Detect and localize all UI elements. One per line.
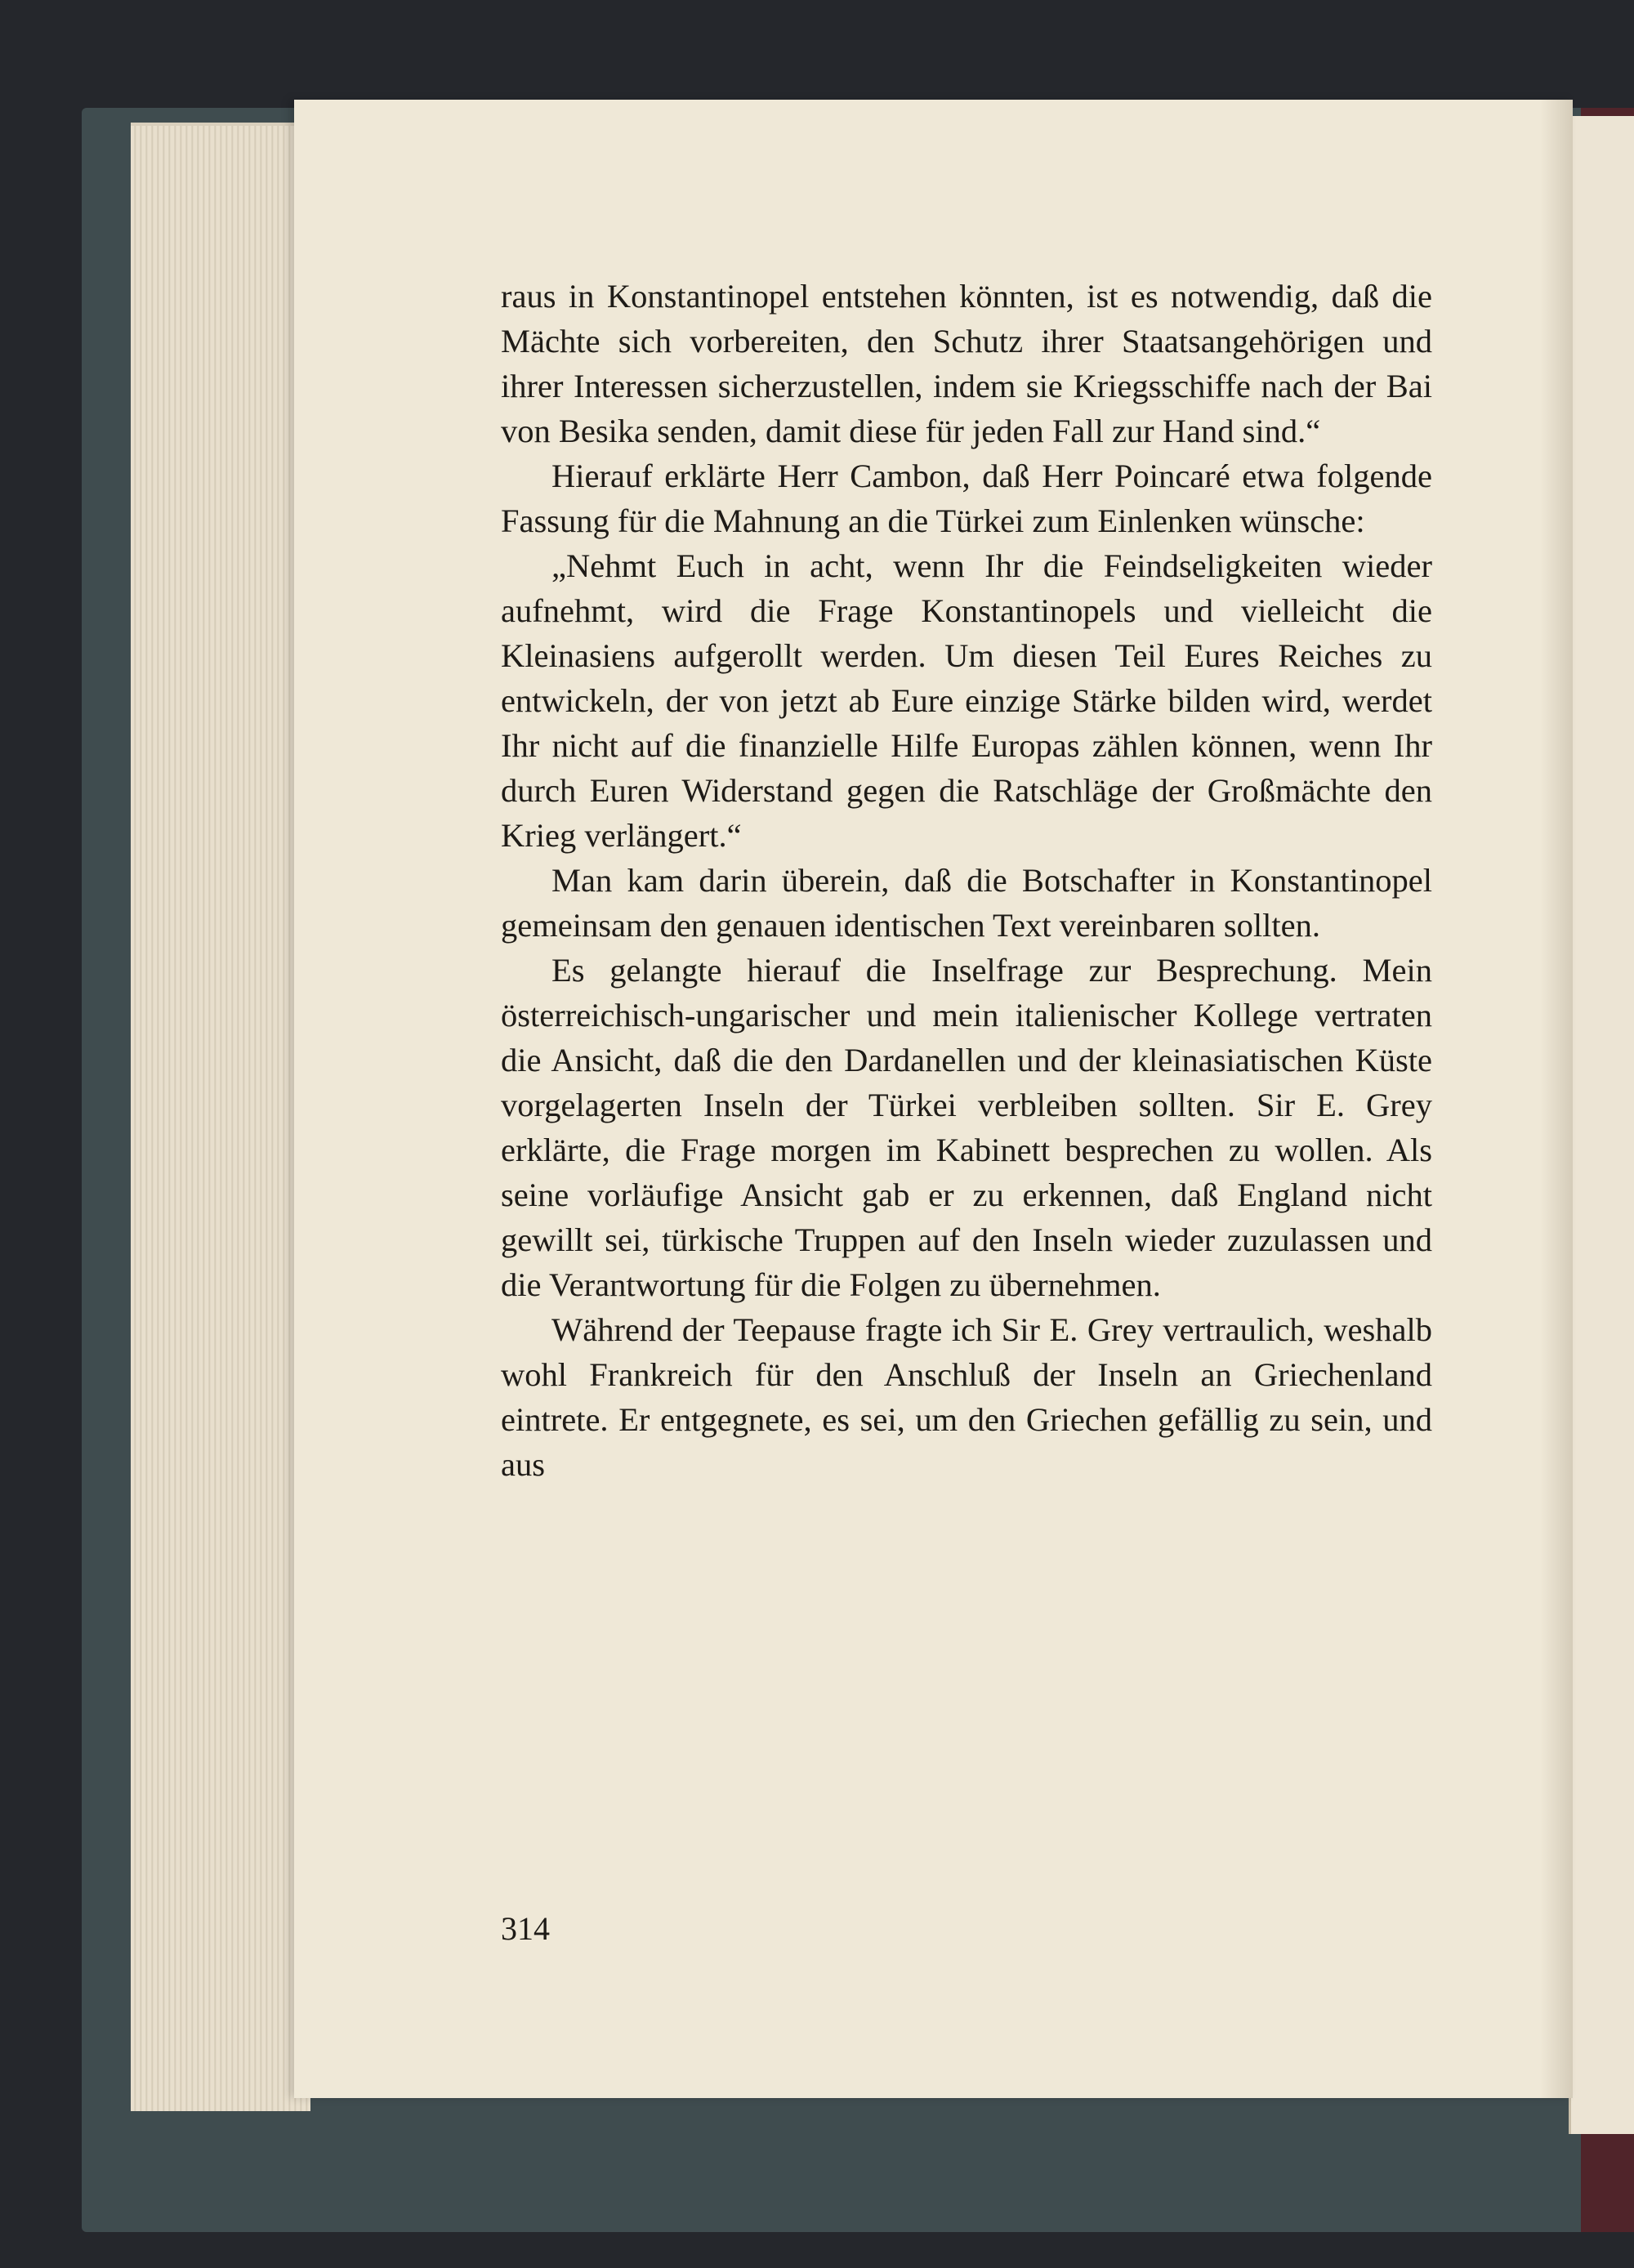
book-page (294, 100, 1573, 2098)
paragraph: Während der Teepause fragte ich Sir E. Grey vertraulich, weshalb wohl Frankreich für den Anschluß der Inseln an Griechenland eintrete. Er entgegnete, es sei, um den Griechen gefällig zu sein, und aus (501, 1311, 1432, 1483)
page-text (501, 274, 1432, 1487)
page-edges (131, 123, 310, 2111)
gutter-shadow (1540, 100, 1573, 2098)
paragraph-quote: „Nehmt Euch in acht, wenn Ihr die Feindseligkeiten wieder aufnehmt, wird die Frage Konstantinopels und vielleicht die Kleinasiens aufgerollt werden. Um diesen Teil Eures Reiches zu entwickeln, der von jetzt ab Eure einzige Stärke bilden wird, werdet Ihr nicht auf die finanzielle Hilfe Europas zählen können, wenn Ihr durch Euren Widerstand gegen die Ratschläge der Großmächte den Krieg verlängert.“ (501, 547, 1432, 854)
paragraph: Es gelangte hierauf die Inselfrage zur Besprechung. Mein österreichisch-ungarischer und mein italienischer Kollege vertraten die Ansicht, daß die den Dardanellen und der kleinasiatischen Küste vorgelagerten Inseln der Türkei verbleiben sollten. Sir E. Grey erklärte, die Frage morgen im Kabinett besprechen zu wollen. Als seine vorläufige Ansicht gab er zu erkennen, daß England nicht gewillt sei, türkische Truppen auf den Inseln wieder zuzulassen und die Verantwortung für die Folgen zu übernehmen. (501, 952, 1432, 1303)
facing-page (1569, 116, 1634, 2134)
paragraph: Man kam darin überein, daß die Botschafter in Konstantinopel gemeinsam den genauen identischen Text vereinbaren sollten. (501, 862, 1432, 944)
paragraph: Hierauf erklärte Herr Cambon, daß Herr Poincaré etwa folgende Fassung für die Mahnung an die Türkei zum Einlenken wünsche: (501, 458, 1432, 539)
paragraph: raus in Konstantinopel entstehen könnten, ist es notwendig, daß die Mächte sich vorbereiten, den Schutz ihrer Staatsangehörigen und ihrer Interessen sicherzustellen, indem sie Kriegsschiffe nach der Bai von Besika senden, damit diese für jeden Fall zur Hand sind.“ (501, 278, 1432, 449)
page-number: 314 (501, 1910, 550, 1947)
